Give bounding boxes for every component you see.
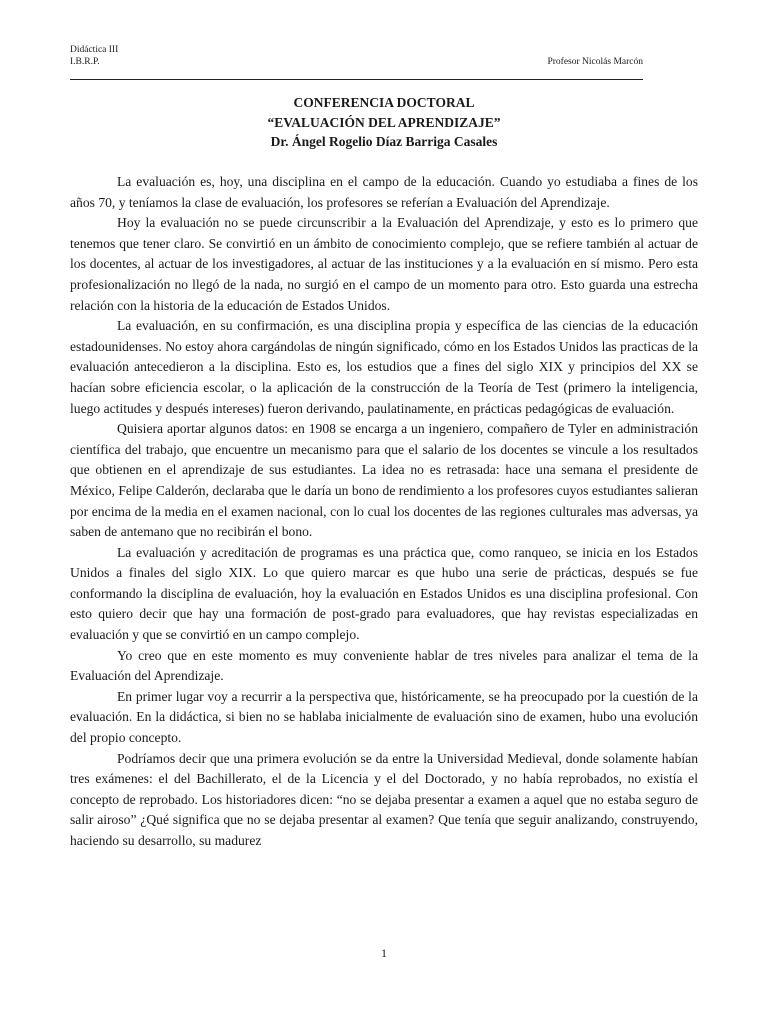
document-page <box>70 0 698 1024</box>
document-author: Dr. Ángel Rogelio Díaz Barriga Casales <box>270 134 498 149</box>
document-body <box>70 172 698 852</box>
body-paragraph: La evaluación, en su confirmación, es una disciplina propia y específica de las ciencias de la educación estadounidenses. No estoy ahora cargándolas de ningún significado, cómo en los Estados Unidos las practicas de la evaluación antecedieron a la disciplina. Esto es, los estudios que a fines del siglo XIX y principios del XX se hacían sobre eficiencia escolar, o la aplicación de la construcción de la Teoría de Test (primero la inteligencia, luego actitudes y después intereses) fueron derivando, paulatinamente, en prácticas pedagógicas de evaluación. <box>70 318 698 416</box>
page-number: 1 <box>381 946 387 960</box>
header-professor: Profesor Nicolás Marcón <box>547 57 643 67</box>
header-left <box>70 44 118 68</box>
header-divider <box>70 79 643 80</box>
header-course: Didáctica III <box>70 45 119 55</box>
body-paragraph: En primer lugar voy a recurrir a la perspectiva que, históricamente, se ha preocupado por la cuestión de la evaluación. En la didáctica, si bien no se hablaba inicialmente de evaluación sino de examen, hubo una evolución del propio concepto. <box>70 688 698 746</box>
document-title-block <box>70 93 698 152</box>
body-paragraph: Hoy la evaluación no se puede circunscribir a la Evaluación del Aprendizaje, y esto es lo primero que tenemos que tener claro. Se convirtió en un ámbito de conocimiento complejo, que se refiere también al actuar de los docentes, al actuar de los investigadores, al actuar de las instituciones y a la evaluación en sí mismo. Pero esta profesionalización no llegó de la nada, no surgió en el campo de un momento para otro. Esto guarda una estrecha relación con la historia de la educación de Estados Unidos. <box>70 215 698 313</box>
body-paragraph: La evaluación y acreditación de programas es una práctica que, como ranqueo, se inicia en los Estados Unidos a finales del siglo XIX. Lo que quiero marcar es que hubo una serie de prácticas, después se fue conformando la disciplina de evaluación, hoy la evaluación en Estados Unidos es una disciplina profesional. Con esto quiero decir que hay una formación de post-grado para evaluadores, que hay revistas especializadas en evaluación y que se convirtió en un campo complejo. <box>70 544 698 643</box>
document-subtitle: “EVALUACIÓN DEL APRENDIZAJE” <box>267 114 501 130</box>
body-paragraph: Quisiera aportar algunos datos: en 1908 se encarga a un ingeniero, compañero de Tyler en administración científica del trabajo, que encuentre un mecanismo para que el salario de los docentes se vincule a los resultados que obtienen en el aprendizaje de sus estudiantes. La idea no es retrasada: hace una semana el presidente de México, Felipe Calderón, declaraba que le daría un bono de rendimiento a los profesores cuyos estudiantes salieran por encima de la media en el examen nacional, con lo cual los docentes de las regiones culturales mas adversas, ya saben de antemano que no recibirán el bono. <box>70 421 698 540</box>
body-paragraph: La evaluación es, hoy, una disciplina en el campo de la educación. Cuando yo estudiaba a fines de los años 70, y teníamos la clase de evaluación, los profesores se referían a Evaluación del Aprendizaje. <box>70 174 698 210</box>
document-title: CONFERENCIA DOCTORAL <box>293 95 475 110</box>
body-paragraph: Podríamos decir que una primera evolución se da entre la Universidad Medieval, donde solamente habían tres exámenes: el del Bachillerato, el de la Licencia y el del Doctorado, y no había reprobados, no existía el concepto de reprobado. Los historiadores dicen: “no se dejaba presentar a examen a aquel que no estaba seguro de salir airoso” ¿Qué significa que no se dejaba presentar al examen? Que tenía que seguir analizando, construyendo, haciendo su desarrollo, su madurez <box>70 750 698 848</box>
header-institution: I.B.R.P. <box>70 57 100 67</box>
body-paragraph: Yo creo que en este momento es muy conveniente hablar de tres niveles para analizar el tema de la Evaluación del Aprendizaje. <box>70 647 698 684</box>
